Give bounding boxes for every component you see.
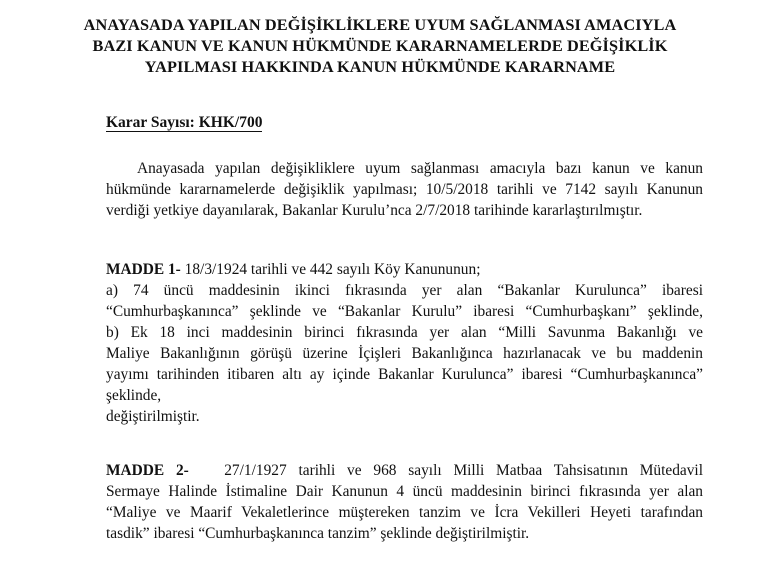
document-title — [40, 14, 720, 77]
preamble-line-1: Anayasada yapılan değişikliklere uyum sağlanması amacıyla bazı kanun ve kanun — [137, 160, 703, 177]
article1-line-b2: Maliye Bakanlığının görüşü üzerine İçişleri Bakanlığınca hazırlanacak ve bu maddenin — [106, 345, 703, 362]
title-line-3: YAPILMASI HAKKINDA KANUN HÜKMÜNDE KARARNAME — [144, 57, 616, 76]
title-line-2: BAZI KANUN VE KANUN HÜKMÜNDE KARARNAMELERDE DEĞİŞİKLİK — [92, 36, 668, 55]
article1-heading — [106, 260, 480, 280]
preamble-line-3: verdiği yetkiye dayanılarak, Bakanlar Kurulu’nca 2/7/2018 tarihinde kararlaştırılmıştır. — [106, 202, 643, 219]
article2-heading — [106, 461, 703, 481]
article1-intro: 18/3/1924 tarihli ve 442 sayılı Köy Kanununun; — [180, 261, 481, 278]
decision-number — [106, 113, 262, 133]
article2-line-1: Sermaye Halinde İstimaline Dair Kanunun 4 üncü maddesinin birinci fıkrasında yer alan — [106, 483, 703, 500]
article2-intro: 27/1/1927 tarihli ve 968 sayılı Milli Matbaa Tahsisatının Mütedavil — [224, 462, 703, 479]
article1-line-b1: b) Ek 18 inci maddesinin birinci fıkrasında yer alan “Milli Savunma Bakanlığı ve — [106, 324, 703, 341]
article2-label: MADDE 2- — [106, 462, 189, 479]
article1-label: MADDE 1- — [106, 261, 181, 278]
article1-line-a1: a) 74 üncü maddesinin ikinci fıkrasında yer alan “Bakanlar Kurulunca” ibaresi — [106, 282, 703, 299]
article1-line-closing: değiştirilmiştir. — [106, 408, 200, 425]
article1-line-b4: şeklinde, — [106, 387, 162, 404]
article1-line-b3: yayımı tarihinden itibaren altı ay içinde Bakanlar Kurulunca” ibaresi “Cumhurbaşkanınca” — [106, 366, 703, 383]
decision-number-text: Karar Sayısı: KHK/700 — [106, 114, 263, 131]
article2-line-3: tasdik” ibaresi “Cumhurbaşkanınca tanzim” şeklinde değiştirilmiştir. — [106, 525, 530, 542]
article2-line-2: “Maliye ve Maarif Vekaletlerince müştereken tanzim ve İcra Vekilleri Heyeti tarafından — [106, 504, 703, 521]
title-line-1: ANAYASADA YAPILAN DEĞİŞİKLİKLERE UYUM SAĞLANMASI AMACIYLA — [83, 15, 677, 34]
article1-line-a2: “Cumhurbaşkanınca” şeklinde ve “Bakanlar Kurulu” ibaresi “Cumhurbaşkanı” şeklinde, — [106, 303, 703, 320]
preamble-line-2: hükmünde kararnamelerde değişiklik yapılması; 10/5/2018 tarihli ve 7142 sayılı Kanunun — [106, 181, 703, 198]
